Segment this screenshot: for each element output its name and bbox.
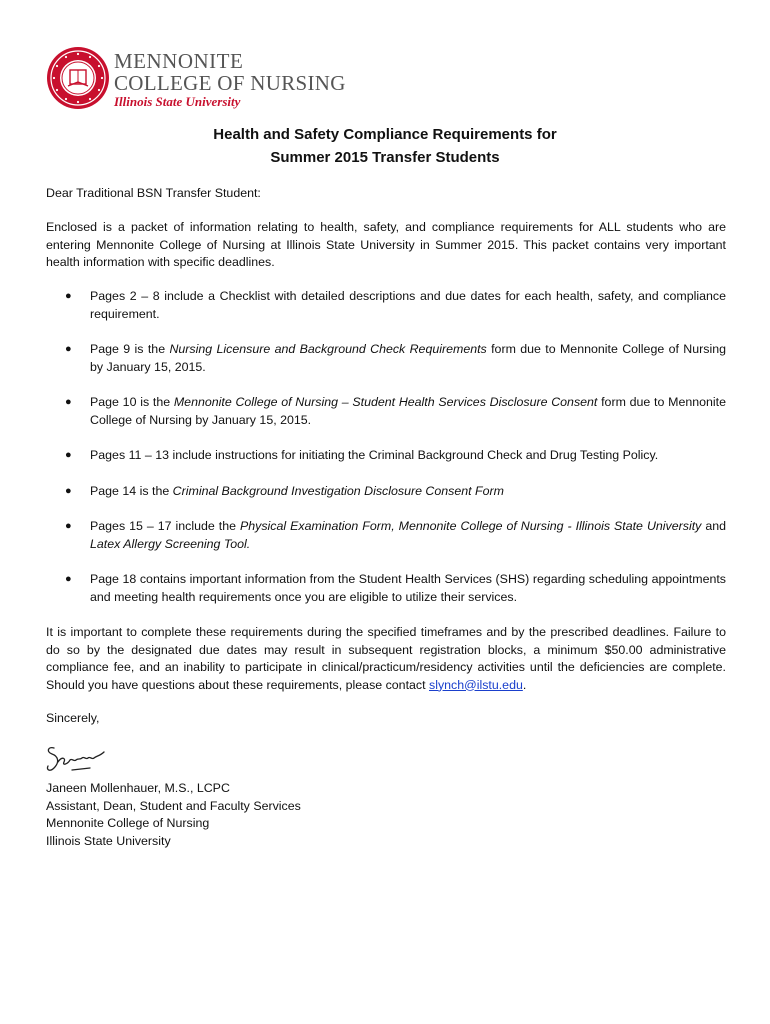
salutation: Dear Traditional BSN Transfer Student: [46,186,261,200]
contact-email-link[interactable]: slynch@ilstu.edu [429,677,523,692]
university-seal-icon [46,46,110,110]
bullet-icon: ● [65,485,72,497]
document-title-line1: Health and Safety Compliance Requirements for [213,126,557,143]
list-item: ● Pages 15 – 17 include the Physical Examination Form, Mennonite College of Nursing - Illinois State University and Latex Allergy Screening Tool. [65,519,727,551]
bullet-icon: ● [65,343,72,355]
list-item: ● Pages 11 – 13 include instructions for initiating the Criminal Background Check and Drug Testing Policy. [46,447,726,465]
intro-paragraph: Enclosed is a packet of information relating to health, safety, and compliance requirements for ALL students who are entering Mennonite College of Nursing at Illinois State University in Summer 2015. This packet contains very important health information with specific deadlines. [46,220,726,269]
letterhead [46,44,386,114]
signer-name: Janeen Mollenhauer, M.S., LCPC [46,781,230,795]
org-university: Illinois State University [114,94,241,109]
org-name-line2: COLLEGE OF NURSING [114,71,346,95]
signature-block [46,780,301,850]
org-name-line1: MENNONITE [114,49,244,73]
organization-name [114,50,346,109]
list-item: ● Page 18 contains important information from the Student Health Services (SHS) regarding scheduling appointments and meeting health requirements once you are eligible to utilize their services. [65,572,726,604]
list-item: ● Pages 2 – 8 include a Checklist with detailed descriptions and due dates for each health, safety, and compliance requirement. [65,289,726,321]
signer-university: Illinois State University [46,833,171,848]
bullet-icon: ● [65,290,72,302]
bullet-icon: ● [65,520,72,532]
signoff: Sincerely, [46,711,100,725]
list-item: ● Page 14 is the Criminal Background Investigation Disclosure Consent Form [46,483,726,501]
bullet-icon: ● [65,449,72,461]
list-item: ● Page 10 is the Mennonite College of Nursing – Student Health Services Disclosure Consent form due to Mennonite College of Nursing by January 15, 2015. [65,395,726,427]
document-title-line2: Summer 2015 Transfer Students [270,149,500,166]
bullet-icon: ● [65,396,72,408]
signer-title: Assistant, Dean, Student and Faculty Services [46,798,301,813]
closing-paragraph: It is important to complete these requirements during the specified timeframes and by the prescribed deadlines. Failure to do so by the designated due dates may result in subsequent registration blocks, a minimum $50.00 administrative compliance fee, and an inability to participate in clinical/practicum/residency activities until the deficiencies are complete. Should you have questions about these requirements, please contact slynch@ilstu.edu. [46,625,726,692]
list-item: ● Page 9 is the Nursing Licensure and Background Check Requirements form due to Mennonite College of Nursing by January 15, 2015. [65,342,726,374]
signer-college: Mennonite College of Nursing [46,816,210,830]
signature-icon [44,740,124,780]
bullet-icon: ● [65,573,72,585]
